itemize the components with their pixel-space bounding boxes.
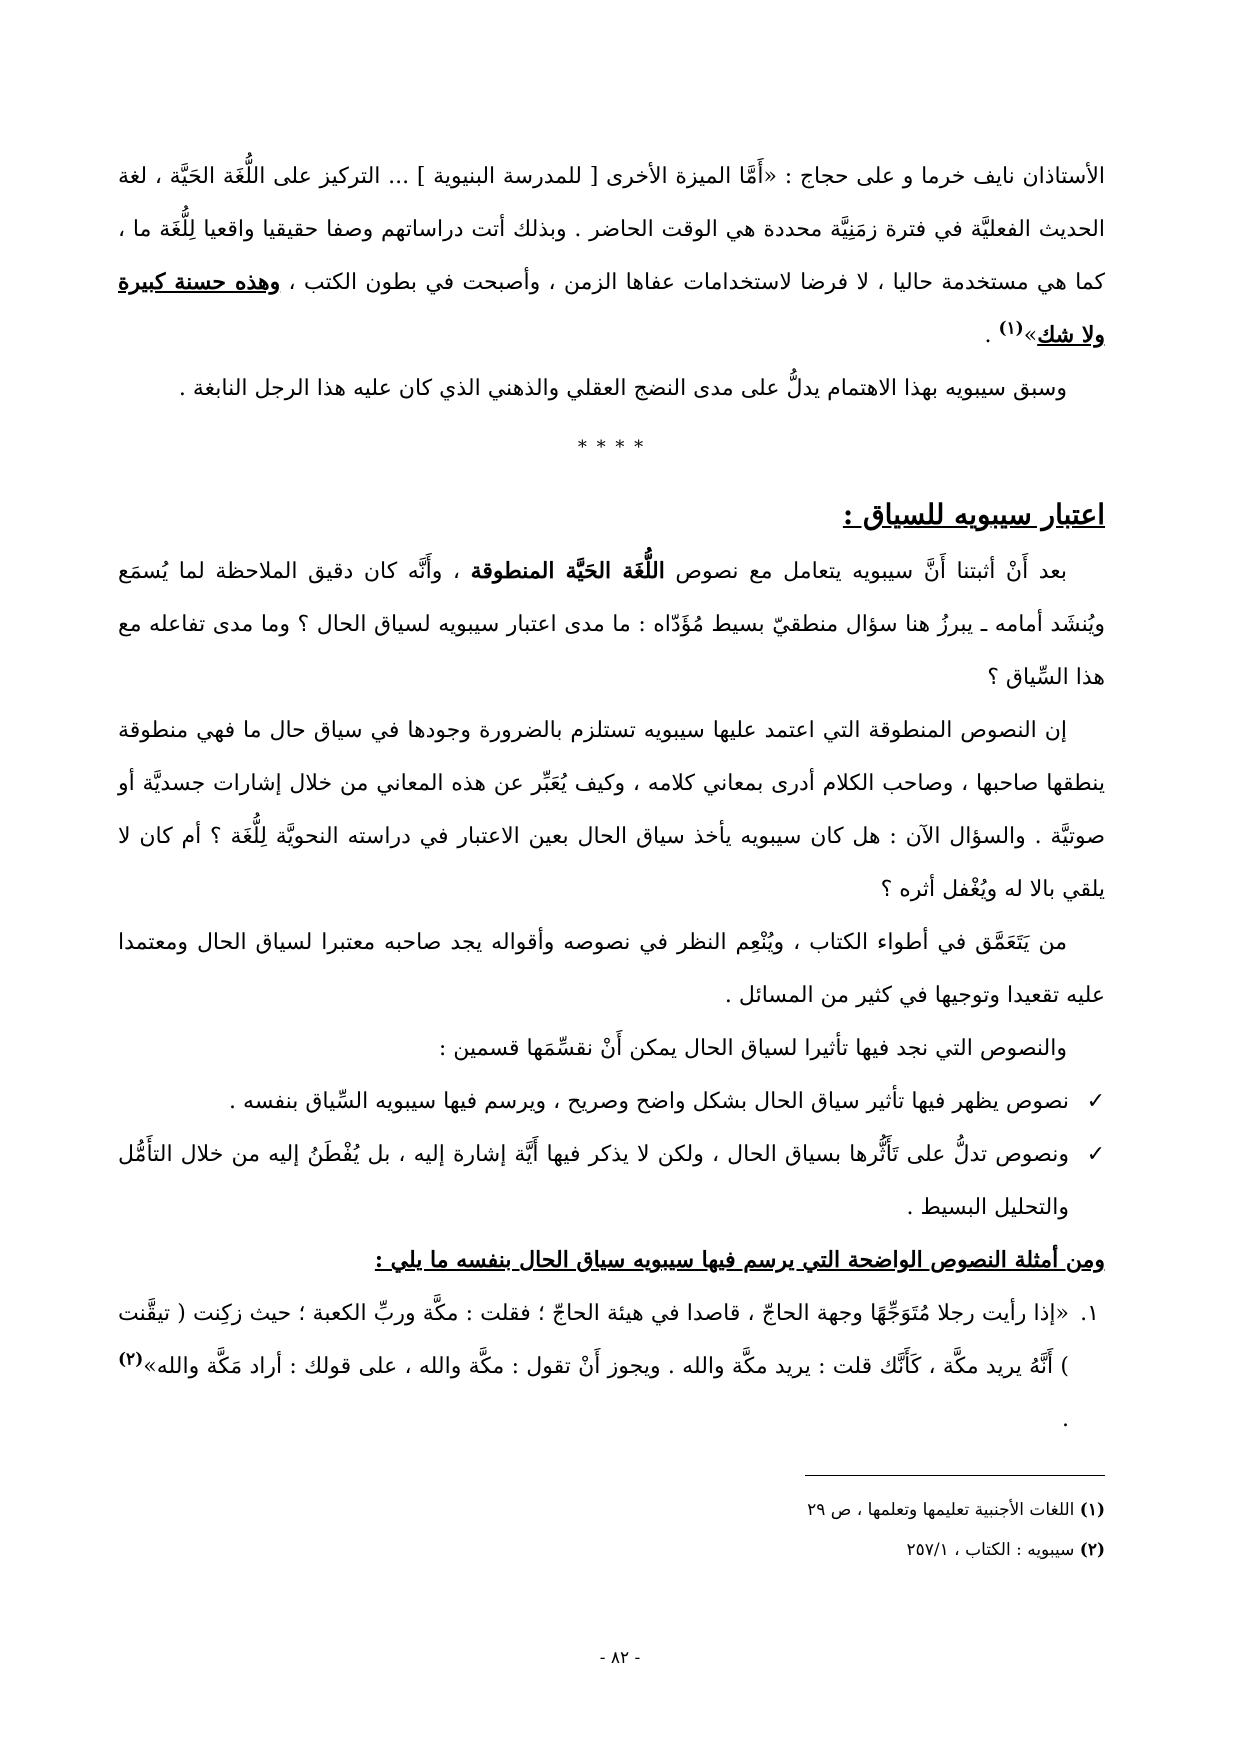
examples-subheading: ومن أمثلة النصوص الواضحة التي يرسم فيها سيبويه سياق الحال بنفسه ما يلي : — [374, 1247, 1105, 1273]
footnote-number: (٢) — [1079, 1540, 1105, 1560]
page-body — [118, 150, 1105, 1446]
page-number: - ٨٢ - — [599, 1648, 641, 1668]
example-number: ١. — [1080, 1301, 1099, 1326]
section-separator: * * * * — [577, 437, 646, 458]
checkmark-icon: ✓ — [1086, 1089, 1105, 1114]
example-text: «إذا رأيت رجلا مُتَوَجِّهًا وجهة الحاجّ ، قاصدا في هيئة الحاجّ ؛ فقلت : مكَّة وربِّ الكعبة ؛ حيث زكِنت ( تيقَّنت ) أَنَّهُ يريد مكَّة ، كَأَنَّك قلت : يريد مكَّة والله . ويجوز أَنْ تقول : مكَّة والله ، على قولك : أراد مَكَّة والله» — [118, 1301, 1069, 1379]
checklist-item-2 — [118, 1128, 1105, 1234]
paragraph-4: والنصوص التي نجد فيها تأثيرا لسياق الحال يمكن أَنْ نقسِّمَها قسمين : — [438, 1036, 1067, 1061]
paragraph-1-text-b: ، وأَنَّه كان دقيق الملاحظة لما يُسمَع ويُنشَد أمامه ـ يبرزُ هنا سؤال منطقيّ بسيط مُؤَدّاه : ما مدى اعتبار سيبويه لسياق الحال ؟ وما مدى تفاعله مع هذا السِّياق ؟ — [118, 559, 1105, 690]
paragraph-1-text-a: بعد أَنْ أثبتنا أَنَّ سيبويه يتعامل مع نصوص — [664, 559, 1068, 584]
intro-quote-close: » — [1023, 323, 1038, 348]
paragraph-2: إن النصوص المنطوقة التي اعتمد عليها سيبويه تستلزم بالضرورة وجودها في سياق حال ما فهي منطوقة ينطقها صاحبها ، وصاحب الكلام أدرى بمعاني كلامه ، وكيف يُعَبِّر عن هذه المعاني من خلال إشارات جسديَّة أو صوتيَّة . والسؤال الآن : هل كان سيبويه يأخذ سياق الحال بعين الاعتبار في دراسته النحويَّة لِلُّغَة ؟ أم كان لا يلقي بالا له ويُغْفل أثره ؟ — [118, 718, 1105, 902]
example-1 — [118, 1287, 1105, 1446]
checklist-item-1 — [118, 1075, 1105, 1128]
section-heading: اعتبار سيبويه للسياق : — [842, 498, 1105, 531]
checklist-item-text: نصوص يظهر فيها تأثير سياق الحال بشكل واضح وصريح ، ويرسم فيها سيبويه السِّياق بنفسه . — [229, 1089, 1069, 1114]
footnote-ref-1[interactable]: (١) — [998, 318, 1024, 339]
footnote-text: سيبويه : الكتاب ، ٢٥٧/١ — [906, 1540, 1080, 1560]
intro-end: . — [984, 323, 999, 348]
example-end: . — [1062, 1407, 1069, 1432]
footnote-2 — [118, 1530, 1105, 1570]
intro-paragraph — [118, 150, 1105, 362]
checklist-item-text: ونصوص تدلُّ على تَأَثُّرها بسياق الحال ، ولكن لا يذكر فيها أَيَّة إشارة إليه ، بل يُفْطَنُ إليه من خلال التأَمُّل والتحليل البسيط . — [118, 1142, 1069, 1220]
footnote-divider — [805, 1475, 1105, 1476]
paragraph-1-bold: اللُّغَة الحَيَّة المنطوقة — [470, 558, 665, 584]
footnotes — [118, 1490, 1105, 1570]
paragraph-3: من يَتَعَمَّق في أطواء الكتاب ، ويُنْعِم النظر في نصوصه وأقواله يجد صاحبه معتبرا لسياق الحال ومعتمدا عليه تقعيدا وتوجيها في كثير من المسائل . — [118, 930, 1105, 1008]
checkmark-icon: ✓ — [1086, 1142, 1105, 1167]
footnote-text: اللغات الأجنبية تعليمها وتعلمها ، ص ٢٩ — [807, 1500, 1080, 1520]
intro-text: الأستاذان نايف خرما و على حجاج : «أَمَّا الميزة الأخرى [ للمدرسة البنيوية ] ... التركيز على اللُّغَة الحَيَّة ، لغة الحديث الفعليَّة في فترة زمَنِيَّة محددة هي الوقت الحاضر . وبذلك أتت دراساتهم وصفا حقيقيا واقعيا لِلُّغَة ما ، كما هي مستخدمة حاليا ، لا فرضا لاستخدامات عفاها الزمن ، وأصبحت في بطون الكتب ، — [118, 164, 1105, 295]
footnote-1 — [118, 1490, 1105, 1530]
sibawayh-paragraph: وسبق سيبويه بهذا الاهتمام يدلُّ على مدى النضج العقلي والذهني الذي كان عليه هذا الرجل النابغة . — [178, 376, 1067, 401]
intro-emphasis: وهذه حسنة كبيرة ولا شك — [118, 269, 1105, 348]
paragraph-1 — [118, 545, 1105, 704]
footnote-ref-2[interactable]: (٢) — [118, 1349, 144, 1370]
footnote-number: (١) — [1079, 1500, 1105, 1520]
